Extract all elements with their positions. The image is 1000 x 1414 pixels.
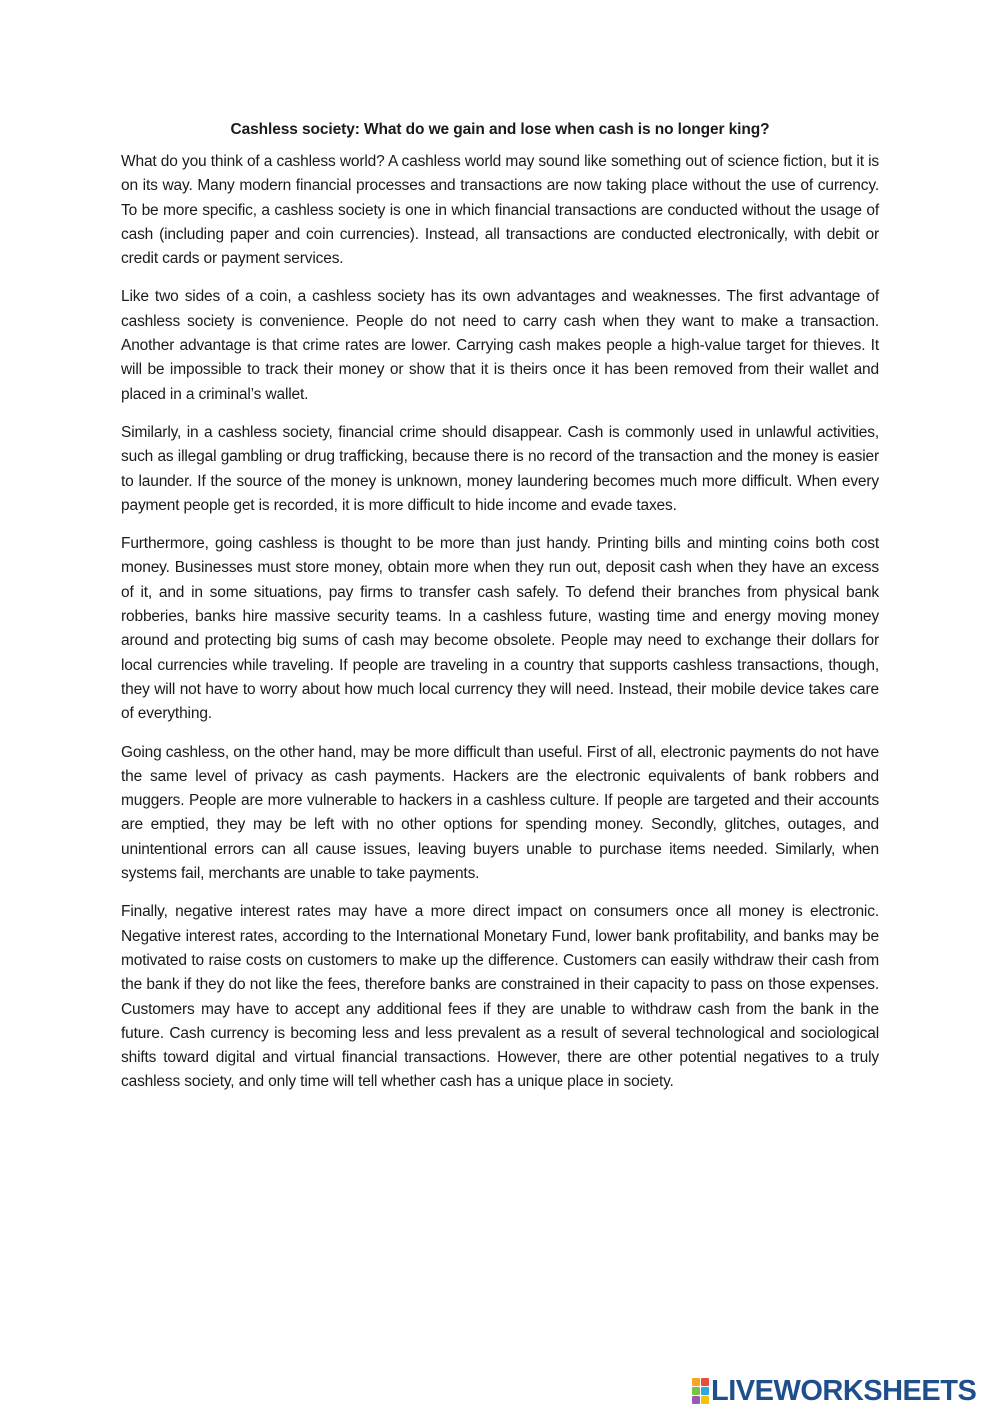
- paragraph-advantages: Like two sides of a coin, a cashless society has its own advantages and weaknesses. The first advantage of cashless society is convenience. People do not need to carry cash when they want to make a transaction. Another advantage is that crime rates are lower. Carrying cash makes people a high-value target for thieves. It will be impossible to track their money or show that it is theirs once it has been removed from their wallet and placed in a criminal’s wallet.: [121, 288, 879, 403]
- logo-mark-tile: [692, 1396, 700, 1404]
- paragraph-financial-crime: Similarly, in a cashless society, financial crime should disappear. Cash is commonly used in unlawful activities, such as illegal gambling or drug trafficking, because there is no record of the transaction and the money is easier to launder. If the source of the money is unknown, money laundering becomes much more difficult. When every payment people get is recorded, it is more difficult to hide income and evade taxes.: [121, 423, 879, 514]
- liveworksheets-logo-icon: [692, 1378, 709, 1404]
- logo-mark-tile: [692, 1387, 700, 1395]
- logo-text: LIVEWORKSHEETS: [711, 1375, 977, 1407]
- paragraph-disadvantages: Going cashless, on the other hand, may be more difficult than useful. First of all, electronic payments do not have the same level of privacy as cash payments. Hackers are the electronic equivalents of bank robbers and muggers. People are more vulnerable to hackers in a cashless culture. If people are targeted and their accounts are emptied, they may be left with no other options for spending money. Secondly, glitches, outages, and unintentional errors can all cause issues, leaving buyers unable to purchase items needed. Similarly, when systems fail, merchants are unable to take payments.: [121, 743, 879, 883]
- logo-mark-tile: [701, 1396, 709, 1404]
- paragraph-intro: What do you think of a cashless world? A cashless world may sound like something out of science fiction, but it is on its way. Many modern financial processes and transactions are now taking place without the use of currency. To be more specific, a cashless society is one in which financial transactions are conducted without the usage of cash (including paper and coin currencies). Instead, all transactions are conducted electronically, with debit or credit cards or payment services.: [121, 153, 879, 268]
- worksheet-page: [121, 118, 879, 1109]
- logo-mark-tile: [701, 1378, 709, 1386]
- paragraph-convenience: Furthermore, going cashless is thought to be more than just handy. Printing bills and minting coins both cost money. Businesses must store money, obtain more when they run out, deposit cash when they have an excess of it, and in some situations, pay firms to transfer cash safely. To defend their branches from physical bank robberies, banks hire massive security teams. In a cashless future, wasting time and energy moving money around and protecting big sums of cash may become obsolete. People may need to exchange their dollars for local currencies while traveling. If people are traveling in a country that supports cashless transactions, though, they will not have to worry about how much local currency they will need. Instead, their mobile device takes care of everything.: [121, 535, 879, 723]
- paragraph-conclusion: Finally, negative interest rates may have a more direct impact on consumers once all money is electronic. Negative interest rates, according to the International Monetary Fund, lower bank profitability, and banks may be motivated to raise costs on customers to make up the difference. Customers can easily withdraw their cash from the bank if they do not like the fees, therefore banks are constrained in their capacity to pass on those expenses. Customers may have to accept any additional fees if they are unable to withdraw cash from the bank in the future. Cash currency is becoming less and less prevalent as a result of several technological and sociological shifts toward digital and virtual financial transactions. However, there are other potential negatives to a truly cashless society, and only time will tell whether cash has a unique place in society.: [121, 903, 879, 1091]
- document-title: Cashless society: What do we gain and lose when cash is no longer king?: [230, 121, 770, 138]
- liveworksheets-logo: [692, 1376, 976, 1406]
- logo-mark-tile: [692, 1378, 700, 1386]
- logo-mark-tile: [701, 1387, 709, 1395]
